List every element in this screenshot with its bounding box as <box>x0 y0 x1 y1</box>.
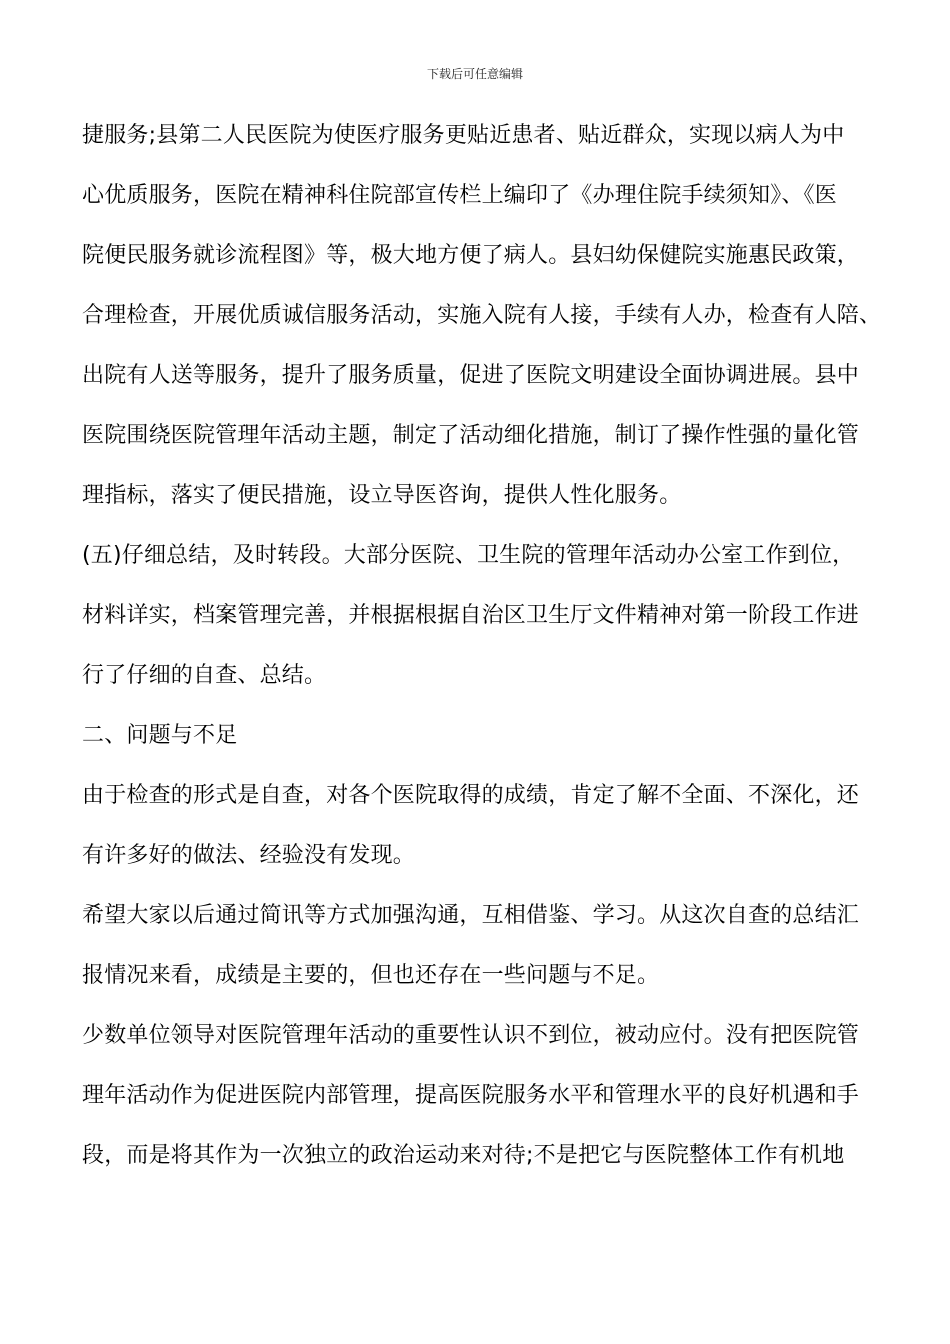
text-line: 行了仔细的自查、总结。 <box>82 663 327 688</box>
text-line: 心优质服务，医院在精神科住院部宣传栏上编印了《办理住院手续须知》、《医 <box>82 183 838 208</box>
text-line: 捷服务;县第二人民医院为使医疗服务更贴近患者、贴近群众，实现以病人为中 <box>82 123 845 148</box>
text-line: 报情况来看，成绩是主要的，但也还存在一些问题与不足。 <box>82 963 660 988</box>
text-line: 材料详实，档案管理完善，并根据根据自治区卫生厅文件精神对第一阶段工作进 <box>82 603 860 628</box>
text-line: 希望大家以后通过简讯等方式加强沟通，互相借鉴、学习。从这次自查的总结汇 <box>82 903 860 928</box>
text-line: 理年活动作为促进医院内部管理，提高医院服务水平和管理水平的良好机遇和手 <box>82 1083 860 1108</box>
text-line: 理指标，落实了便民措施，设立导医咨询，提供人性化服务。 <box>82 483 682 508</box>
text-line: 合理检查，开展优质诚信服务活动，实施入院有人接，手续有人办，检查有人陪、 <box>82 303 882 328</box>
text-line: 由于检查的形式是自查，对各个医院取得的成绩，肯定了解不全面、不深化，还 <box>82 783 860 808</box>
document-body <box>82 112 882 1192</box>
text-line: 医院围绕医院管理年活动主题，制定了活动细化措施，制订了操作性强的量化管 <box>82 423 860 448</box>
text-line: 段，而是将其作为一次独立的政治运动来对待;不是把它与医院整体工作有机地 <box>82 1143 845 1168</box>
text-line: 出院有人送等服务，提升了服务质量，促进了医院文明建设全面协调进展。县中 <box>82 363 860 388</box>
section-paragraph-start: (五)仔细总结，及时转段。大部分医院、卫生院的管理年活动办公室工作到位， <box>82 543 855 568</box>
text-line: 有许多好的做法、经验没有发现。 <box>82 843 416 868</box>
text-line: 少数单位领导对医院管理年活动的重要性认识不到位，被动应付。没有把医院管 <box>82 1023 860 1048</box>
section-heading: 二、问题与不足 <box>82 723 238 748</box>
page-header: 下载后可任意编辑 <box>426 67 523 81</box>
text-line: 院便民服务就诊流程图》等，极大地方便了病人。县妇幼保健院实施惠民政策， <box>82 243 860 268</box>
